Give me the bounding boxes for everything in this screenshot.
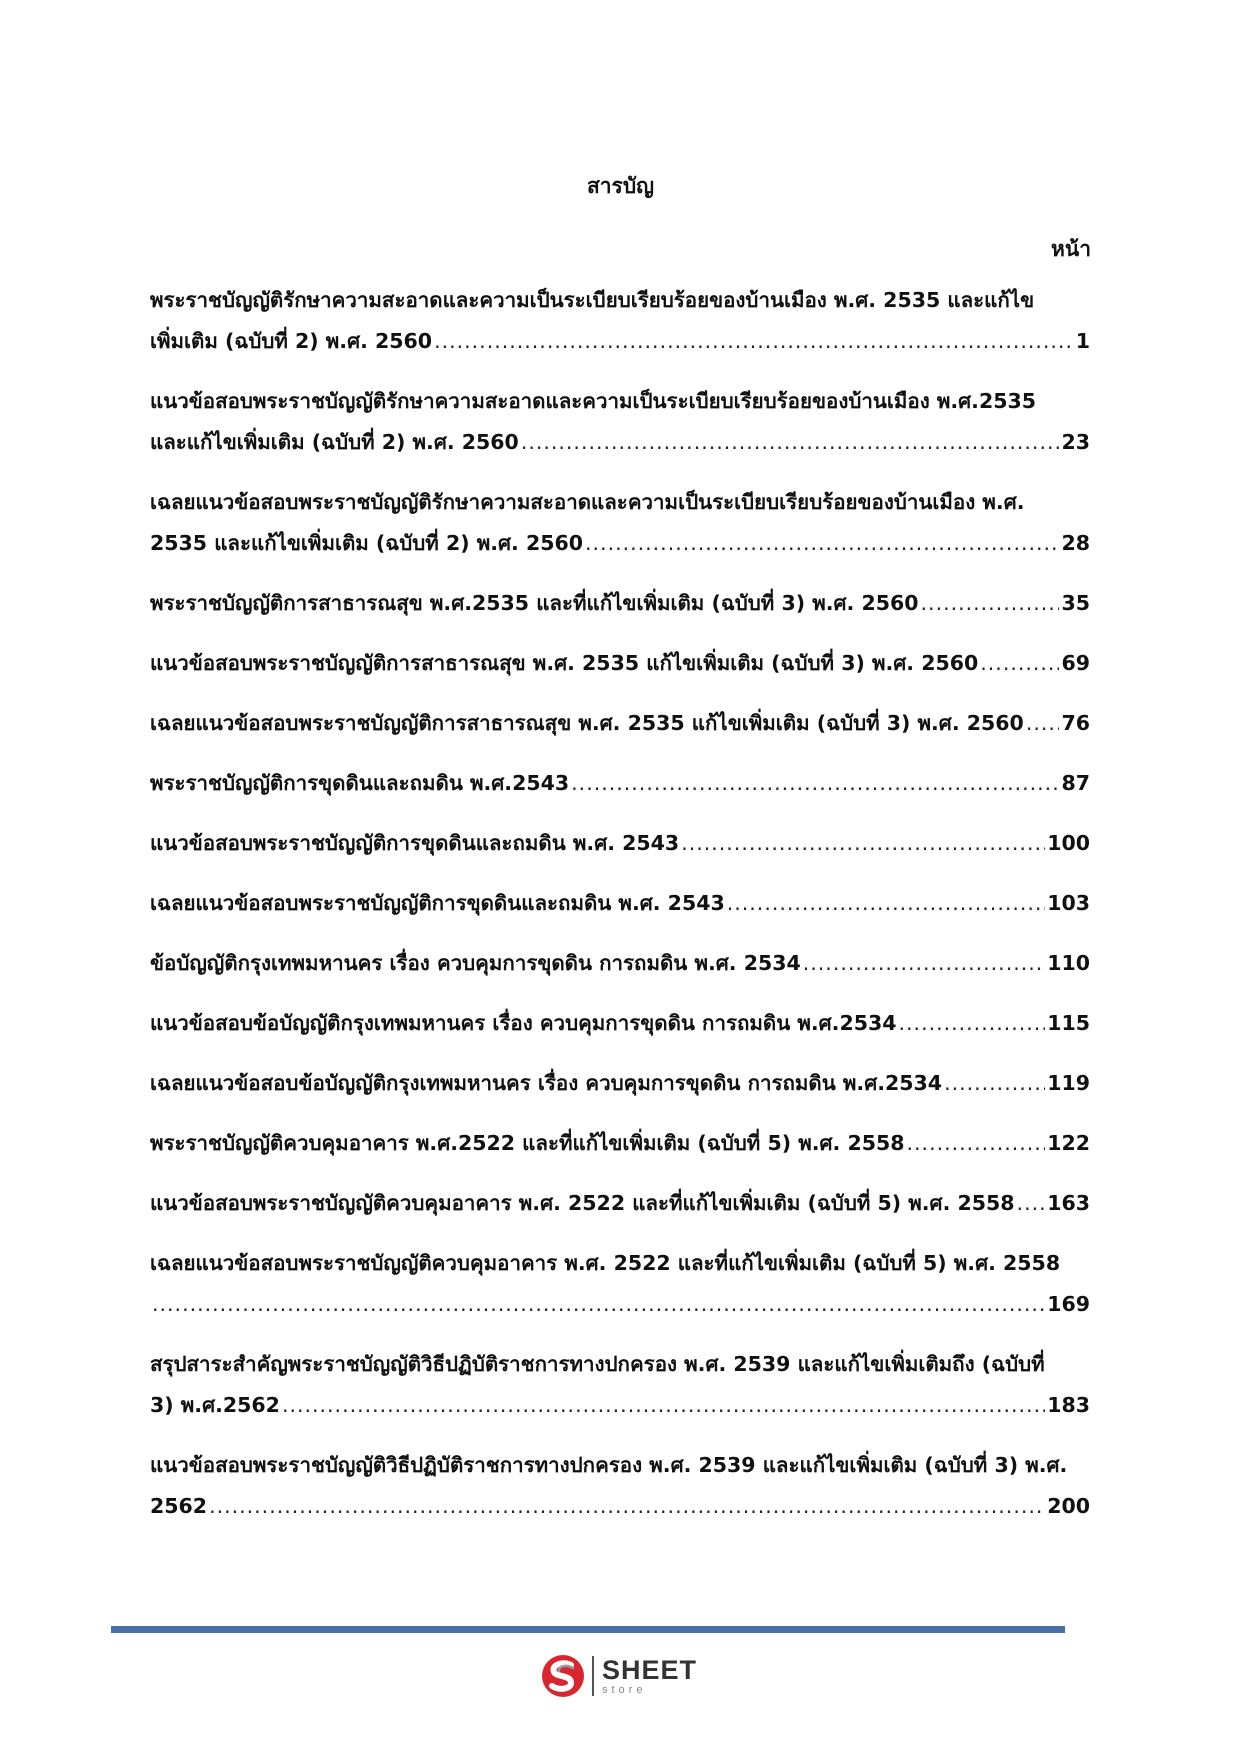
toc-entry-title: 2535 และแก้ไขเพิ่มเติม (ฉบับที่ 2) พ.ศ. 2560 xyxy=(150,531,584,555)
toc-entry-last-line xyxy=(150,943,1090,984)
dot-leader xyxy=(571,763,1059,804)
toc-entry-last-line xyxy=(150,1003,1090,1044)
toc-entry-title-line: แนวข้อสอบพระราชบัญญัติรักษาความสะอาดและความเป็นระเบียบเรียบร้อยของบ้านเมือง พ.ศ.2535 xyxy=(150,389,1037,413)
dot-leader xyxy=(1017,1183,1046,1224)
toc-entry-last-line xyxy=(150,1123,1090,1164)
toc-entry[interactable] xyxy=(150,823,1090,864)
dot-leader xyxy=(944,1063,1045,1104)
toc-page-number: 115 xyxy=(1047,1011,1090,1035)
dot-leader xyxy=(681,823,1045,864)
toc-entry-title: เฉลยแนวข้อสอบข้อบัญญัติกรุงเทพมหานคร เรื่อง ควบคุมการขุดดิน การถมดิน พ.ศ.2534 xyxy=(150,1071,943,1095)
toc-entry-title: แนวข้อสอบข้อบัญญัติกรุงเทพมหานคร เรื่อง ควบคุมการขุดดิน การถมดิน พ.ศ.2534 xyxy=(150,1011,897,1035)
toc-entry-title: ข้อบัญญัติกรุงเทพมหานคร เรื่อง ควบคุมการขุดดิน การถมดิน พ.ศ. 2534 xyxy=(150,951,801,975)
dot-leader xyxy=(980,643,1059,684)
toc-entry-title: เฉลยแนวข้อสอบพระราชบัญญัติการสาธารณสุข พ.ศ. 2535 แก้ไขเพิ่มเติม (ฉบับที่ 3) พ.ศ. 2560 xyxy=(150,711,1024,735)
page-title: สารบัญ xyxy=(586,174,655,198)
dot-leader xyxy=(921,583,1060,624)
toc-entry[interactable] xyxy=(150,482,1090,564)
toc-entry-last-line xyxy=(150,1063,1090,1104)
toc-entry-last-line xyxy=(150,523,1090,564)
toc-entry[interactable] xyxy=(150,583,1090,624)
dot-leader xyxy=(585,523,1059,564)
toc-entry-title: 3) พ.ศ.2562 xyxy=(150,1393,280,1417)
dot-leader xyxy=(907,1123,1046,1164)
toc-entry-last-line xyxy=(150,422,1090,463)
toc-entry[interactable] xyxy=(150,1445,1090,1527)
page-column-header: หน้า xyxy=(1051,237,1091,261)
toc-entry[interactable] xyxy=(150,1063,1090,1104)
toc-entry-last-line xyxy=(150,763,1090,804)
toc-entry-last-line xyxy=(150,1183,1090,1224)
dot-leader xyxy=(727,883,1045,924)
logo-wordmark: SHEET xyxy=(602,1654,698,1685)
toc-entry-title: พระราชบัญญัติการสาธารณสุข พ.ศ.2535 และที่แก้ไขเพิ่มเติม (ฉบับที่ 3) พ.ศ. 2560 xyxy=(150,591,919,615)
toc-entry-title: แนวข้อสอบพระราชบัญญัติการขุดดินและถมดิน พ.ศ. 2543 xyxy=(150,831,680,855)
toc-entry-title: แนวข้อสอบพระราชบัญญัติการสาธารณสุข พ.ศ. 2535 แก้ไขเพิ่มเติม (ฉบับที่ 3) พ.ศ. 2560 xyxy=(150,651,979,675)
toc-entry-title: เพิ่มเติม (ฉบับที่ 2) พ.ศ. 2560 xyxy=(150,329,433,353)
toc-entry-last-line xyxy=(150,1385,1090,1426)
toc-entry[interactable] xyxy=(150,1344,1090,1426)
toc-entry-last-line xyxy=(150,321,1090,362)
toc-entry[interactable] xyxy=(150,1243,1090,1325)
toc-entry-last-line xyxy=(150,1486,1090,1527)
dot-leader xyxy=(803,943,1045,984)
toc-page-number: 23 xyxy=(1061,430,1090,454)
toc-entry-title: แนวข้อสอบพระราชบัญญัติควบคุมอาคาร พ.ศ. 2522 และที่แก้ไขเพิ่มเติม (ฉบับที่ 5) พ.ศ. 2558 xyxy=(150,1191,1015,1215)
toc-entry[interactable] xyxy=(150,643,1090,684)
dot-leader xyxy=(209,1486,1045,1527)
toc-entry-title-line: พระราชบัญญัติรักษาความสะอาดและความเป็นระเบียบเรียบร้อยของบ้านเมือง พ.ศ. 2535 และแก้ไข xyxy=(150,288,1035,312)
toc-page-number: 200 xyxy=(1047,1494,1090,1518)
toc-entry-last-line xyxy=(150,703,1090,744)
toc-entry[interactable] xyxy=(150,1183,1090,1224)
toc-entry-title: และแก้ไขเพิ่มเติม (ฉบับที่ 2) พ.ศ. 2560 xyxy=(150,430,519,454)
toc-page-number: 28 xyxy=(1061,531,1090,555)
toc-entry[interactable] xyxy=(150,1123,1090,1164)
dot-leader xyxy=(899,1003,1046,1044)
logo-subtext: store xyxy=(602,1683,647,1696)
toc-entry-title: พระราชบัญญัติการขุดดินและถมดิน พ.ศ.2543 xyxy=(150,771,570,795)
toc-page-number: 110 xyxy=(1047,951,1090,975)
table-of-contents xyxy=(150,280,1090,1546)
toc-page-number: 35 xyxy=(1061,591,1090,615)
toc-page-number: 119 xyxy=(1047,1071,1090,1095)
toc-entry-last-line xyxy=(150,643,1090,684)
toc-page-number: 87 xyxy=(1061,771,1090,795)
toc-entry-last-line xyxy=(150,583,1090,624)
toc-page-number: 1 xyxy=(1075,329,1090,353)
toc-page-number: 183 xyxy=(1047,1393,1090,1417)
toc-entry-last-line xyxy=(150,823,1090,864)
toc-entry[interactable] xyxy=(150,943,1090,984)
toc-entry-title: 2562 xyxy=(150,1494,208,1518)
toc-entry-title-line: สรุปสาระสำคัญพระราชบัญญัติวิธีปฏิบัติราชการทางปกครอง พ.ศ. 2539 และแก้ไขเพิ่มเติมถึง (ฉบับที่ xyxy=(150,1352,1045,1376)
toc-entry-title: พระราชบัญญัติควบคุมอาคาร พ.ศ.2522 และที่แก้ไขเพิ่มเติม (ฉบับที่ 5) พ.ศ. 2558 xyxy=(150,1131,905,1155)
toc-page-number: 122 xyxy=(1047,1131,1090,1155)
footer-divider xyxy=(111,1626,1065,1633)
toc-entry-title: เฉลยแนวข้อสอบพระราชบัญญัติการขุดดินและถมดิน พ.ศ. 2543 xyxy=(150,891,725,915)
toc-entry[interactable] xyxy=(150,763,1090,804)
toc-entry[interactable] xyxy=(150,883,1090,924)
toc-entry[interactable] xyxy=(150,703,1090,744)
toc-page-number: 69 xyxy=(1061,651,1090,675)
toc-page-number: 103 xyxy=(1047,891,1090,915)
dot-leader xyxy=(434,321,1074,362)
sheet-store-logo xyxy=(540,1650,710,1702)
toc-page-number: 169 xyxy=(1047,1292,1090,1316)
toc-entry-title-line: เฉลยแนวข้อสอบพระราชบัญญัติรักษาความสะอาดและความเป็นระเบียบเรียบร้อยของบ้านเมือง พ.ศ. xyxy=(150,490,1025,514)
s-swoosh-logo-icon xyxy=(540,1653,586,1699)
dot-leader xyxy=(282,1385,1045,1426)
toc-entry[interactable] xyxy=(150,381,1090,463)
toc-entry-last-line xyxy=(150,1284,1090,1325)
logo-separator xyxy=(592,1656,594,1696)
toc-entry-title-line: เฉลยแนวข้อสอบพระราชบัญญัติควบคุมอาคาร พ.ศ. 2522 และที่แก้ไขเพิ่มเติม (ฉบับที่ 5) พ.ศ. 2558 xyxy=(150,1251,1061,1275)
dot-leader xyxy=(1026,703,1060,744)
dot-leader xyxy=(152,1284,1045,1325)
toc-entry-title-line: แนวข้อสอบพระราชบัญญัติวิธีปฏิบัติราชการทางปกครอง พ.ศ. 2539 และแก้ไขเพิ่มเติม (ฉบับที่ 3) พ.ศ. xyxy=(150,1453,1068,1477)
dot-leader xyxy=(521,422,1060,463)
toc-entry[interactable] xyxy=(150,280,1090,362)
toc-page-number: 163 xyxy=(1047,1191,1090,1215)
toc-page-number: 100 xyxy=(1047,831,1090,855)
toc-entry[interactable] xyxy=(150,1003,1090,1044)
toc-entry-last-line xyxy=(150,883,1090,924)
toc-page-number: 76 xyxy=(1061,711,1090,735)
